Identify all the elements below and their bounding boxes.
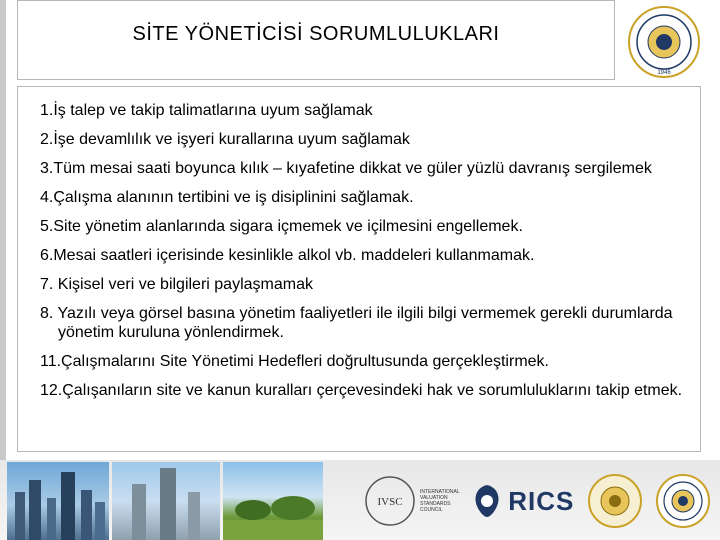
list-item: 11.Çalışmalarını Site Yönetimi Hedefleri doğrultusunda gerçekleştirmek.	[40, 353, 549, 370]
city-skyline-photo	[7, 462, 109, 540]
gold-seal-logo	[587, 473, 643, 529]
list-item: 2.İşe devamlılık ve işyeri kurallarına uyum sağlamak	[40, 131, 410, 148]
landscape-photo	[223, 462, 323, 540]
ivsc-label: IVSC	[377, 496, 403, 508]
responsibility-list	[40, 101, 690, 410]
list-item: 12.Çalışanıların site ve kanun kuralları çerçevesindeki hak ve sorumluluklarını takip etmek.	[40, 382, 683, 399]
ankara-university-logo	[622, 4, 706, 80]
slide-title: SİTE YÖNETİCİSİ SORUMLULUKLARI	[132, 22, 500, 45]
tower-photo	[112, 462, 220, 540]
list-item: 5.Site yönetim alanlarında sigara içmemek ve içilmesini engellemek.	[40, 218, 523, 235]
university-year-text: 1946	[657, 70, 671, 76]
rics-wordmark: RICS	[508, 485, 575, 516]
partner-logos	[360, 462, 715, 540]
list-item: 7. Kişisel veri ve bilgileri paylaşmamak	[40, 276, 313, 293]
list-item: 8. Yazılı veya görsel basına yönetim faaliyetleri ile ilgili bilgi vermemek gerekli durumlarda yönetim kuruluna yönlendirmek.	[40, 305, 673, 341]
lion-icon	[470, 481, 504, 521]
left-accent-bar	[0, 0, 6, 540]
title-panel	[17, 0, 615, 80]
content-panel	[17, 86, 701, 452]
ivsc-emblem-icon	[364, 475, 416, 527]
list-item: 4.Çalışma alanının tertibini ve iş disiplinini sağlamak.	[40, 189, 414, 206]
list-item: 3.Tüm mesai saati boyunca kılık – kıyafetine dikkat ve güler yüzlü davranış sergilemek	[40, 160, 652, 177]
list-item: 1.İş talep ve takip talimatlarına uyum sağlamak	[40, 102, 373, 119]
ankara-university-small-logo	[655, 473, 711, 529]
ivsc-caption: INTERNATIONAL VALUATION STANDARDS COUNCIL	[420, 489, 460, 513]
ivsc-logo	[364, 475, 458, 527]
list-item: 6.Mesai saatleri içerisinde kesinlikle alkol vb. maddeleri kullanmamak.	[40, 247, 535, 264]
rics-logo	[470, 481, 574, 521]
